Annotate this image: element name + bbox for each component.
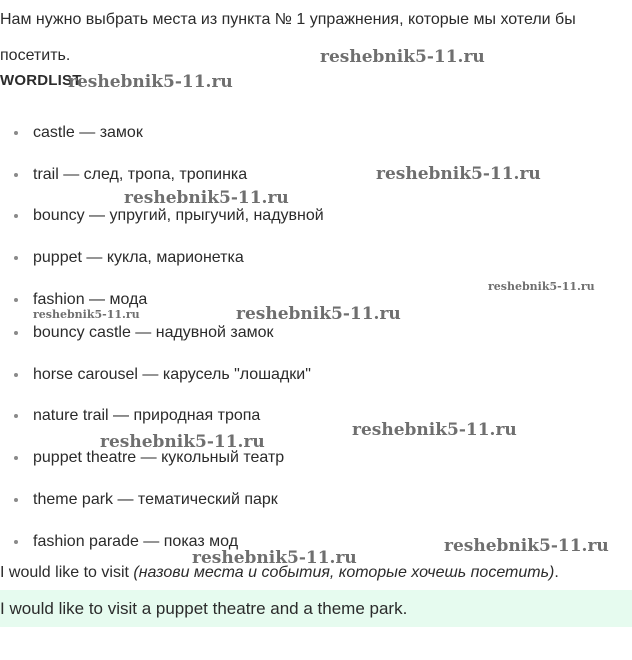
task-suffix: . bbox=[554, 564, 559, 581]
watermark: reshebnik5-11.ru bbox=[100, 432, 265, 452]
watermark: reshebnik5-11.ru bbox=[236, 304, 401, 324]
watermark: reshebnik5-11.ru bbox=[33, 308, 140, 321]
wordlist-item-text: trail — след, тропа, тропинка bbox=[33, 166, 248, 183]
bullet-icon bbox=[14, 498, 18, 502]
bullet-icon bbox=[14, 214, 18, 218]
bullet-icon bbox=[14, 256, 18, 260]
wordlist-item-text: bouncy — упругий, прыгучий, надувной bbox=[33, 207, 324, 224]
watermark: reshebnik5-11.ru bbox=[376, 164, 541, 184]
watermark: reshebnik5-11.ru bbox=[68, 72, 233, 92]
task-prefix: I would like to visit bbox=[0, 564, 134, 581]
task-instruction: (назови места и события, которые хочешь посетить) bbox=[133, 564, 555, 581]
wordlist-heading: WORDLIST bbox=[0, 72, 82, 89]
bullet-icon bbox=[14, 331, 18, 335]
watermark: reshebnik5-11.ru bbox=[352, 420, 517, 440]
wordlist-item-text: nature trail — природная тропа bbox=[33, 407, 261, 424]
task-sentence bbox=[0, 564, 559, 582]
watermark: reshebnik5-11.ru bbox=[444, 536, 609, 556]
wordlist-item-text: horse carousel — карусель "лошадки" bbox=[33, 366, 311, 383]
wordlist-item-text: puppet theatre — кукольный театр bbox=[33, 449, 285, 466]
wordlist-item-text: castle — замок bbox=[33, 124, 143, 141]
watermark: reshebnik5-11.ru bbox=[488, 280, 595, 293]
wordlist-item-text: theme park — тематический парк bbox=[33, 491, 278, 508]
bullet-icon bbox=[14, 131, 18, 135]
wordlist-item-text: fashion — мода bbox=[33, 291, 148, 308]
intro-text: Нам нужно выбрать места из пункта № 1 упражнения, которые мы хотели бы посетить. bbox=[0, 11, 576, 64]
wordlist-item-text: bouncy castle — надувной замок bbox=[33, 324, 274, 341]
wordlist-item-text: fashion parade — показ мод bbox=[33, 533, 239, 550]
bullet-icon bbox=[14, 373, 18, 377]
bullet-icon bbox=[14, 456, 18, 460]
bullet-icon bbox=[14, 173, 18, 177]
watermark: reshebnik5-11.ru bbox=[192, 548, 357, 568]
wordlist-item-text: puppet — кукла, марионетка bbox=[33, 249, 244, 266]
watermark: reshebnik5-11.ru bbox=[124, 188, 289, 208]
bullet-icon bbox=[14, 540, 18, 544]
answer-block: I would like to visit a puppet theatre and a theme park. bbox=[0, 590, 632, 627]
watermark: reshebnik5-11.ru bbox=[320, 47, 485, 67]
bullet-icon bbox=[14, 298, 18, 302]
bullet-icon bbox=[14, 414, 18, 418]
